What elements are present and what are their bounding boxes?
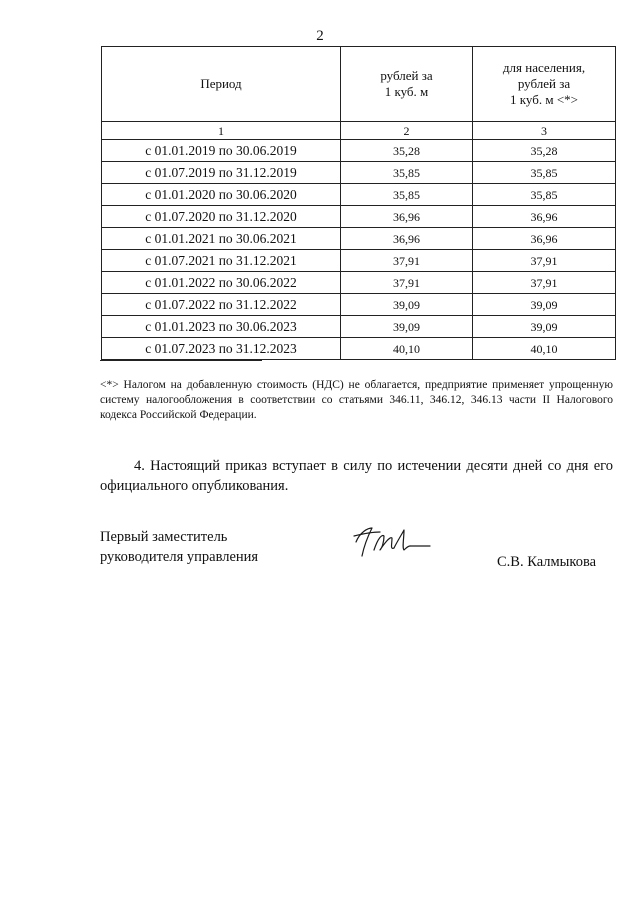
- price-cell: 39,09: [341, 316, 473, 338]
- population-price-cell: 37,91: [473, 250, 616, 272]
- signer-title: [100, 527, 258, 567]
- column-header-2: рублей за 1 куб. м: [341, 47, 473, 122]
- population-price-cell: 36,96: [473, 206, 616, 228]
- order-paragraph: 4. Настоящий приказ вступает в силу по истечении десяти дней со дня его официального опубликования.: [100, 458, 613, 494]
- population-price-cell: 39,09: [473, 316, 616, 338]
- price-cell: 40,10: [341, 338, 473, 360]
- population-price-cell: 37,91: [473, 272, 616, 294]
- table-header-row: [102, 47, 616, 122]
- page-number: 2: [316, 28, 324, 44]
- price-cell: 36,96: [341, 206, 473, 228]
- population-price-cell: 39,09: [473, 294, 616, 316]
- price-cell: 36,96: [341, 228, 473, 250]
- table-row: [102, 294, 616, 316]
- column-number-1: 1: [102, 122, 341, 140]
- signer-name: С.В. Калмыкова: [497, 554, 597, 570]
- population-price-cell: 35,28: [473, 140, 616, 162]
- period-cell: с 01.01.2022 по 30.06.2022: [102, 272, 341, 294]
- price-cell: 35,85: [341, 184, 473, 206]
- population-price-cell: 40,10: [473, 338, 616, 360]
- table-body: [102, 140, 616, 360]
- table-row: [102, 316, 616, 338]
- column-header-3: для населения, рублей за 1 куб. м <*>: [473, 47, 616, 122]
- signer-title-line-2: руководителя управления: [100, 549, 259, 565]
- column-number-3: 3: [473, 122, 616, 140]
- footnote: <*> Налогом на добавленную стоимость (НДС) не облагается, предприятие применяет упрощенную систему налогообложения в соответствии со статьями 346.11, 346.12, 346.13 части II Налогового кодекса Российской Федерации.: [100, 379, 613, 421]
- period-cell: с 01.01.2021 по 30.06.2021: [102, 228, 341, 250]
- column-number-2: 2: [341, 122, 473, 140]
- signer-title-line-1: Первый заместитель: [100, 529, 228, 545]
- price-cell: 37,91: [341, 250, 473, 272]
- price-cell: 35,28: [341, 140, 473, 162]
- period-cell: с 01.07.2022 по 31.12.2022: [102, 294, 341, 316]
- table-row: [102, 250, 616, 272]
- price-cell: 35,85: [341, 162, 473, 184]
- table-row: [102, 140, 616, 162]
- population-price-cell: 35,85: [473, 184, 616, 206]
- period-cell: с 01.07.2021 по 31.12.2021: [102, 250, 341, 272]
- period-cell: с 01.07.2020 по 31.12.2020: [102, 206, 341, 228]
- period-cell: с 01.01.2023 по 30.06.2023: [102, 316, 341, 338]
- handwritten-signature: [350, 522, 432, 562]
- table-row: [102, 338, 616, 360]
- population-price-cell: 36,96: [473, 228, 616, 250]
- footnote-divider: [100, 360, 262, 361]
- table-row: [102, 228, 616, 250]
- table-row: [102, 184, 616, 206]
- tariff-table: [101, 46, 616, 360]
- population-price-cell: 35,85: [473, 162, 616, 184]
- period-cell: с 01.07.2023 по 31.12.2023: [102, 338, 341, 360]
- price-cell: 37,91: [341, 272, 473, 294]
- period-cell: с 01.01.2019 по 30.06.2019: [102, 140, 341, 162]
- price-cell: 39,09: [341, 294, 473, 316]
- period-cell: с 01.07.2019 по 31.12.2019: [102, 162, 341, 184]
- column-header-1: Период: [102, 47, 341, 122]
- column-number-row: [102, 122, 616, 140]
- table-row: [102, 162, 616, 184]
- table-row: [102, 206, 616, 228]
- table-row: [102, 272, 616, 294]
- period-cell: с 01.01.2020 по 30.06.2020: [102, 184, 341, 206]
